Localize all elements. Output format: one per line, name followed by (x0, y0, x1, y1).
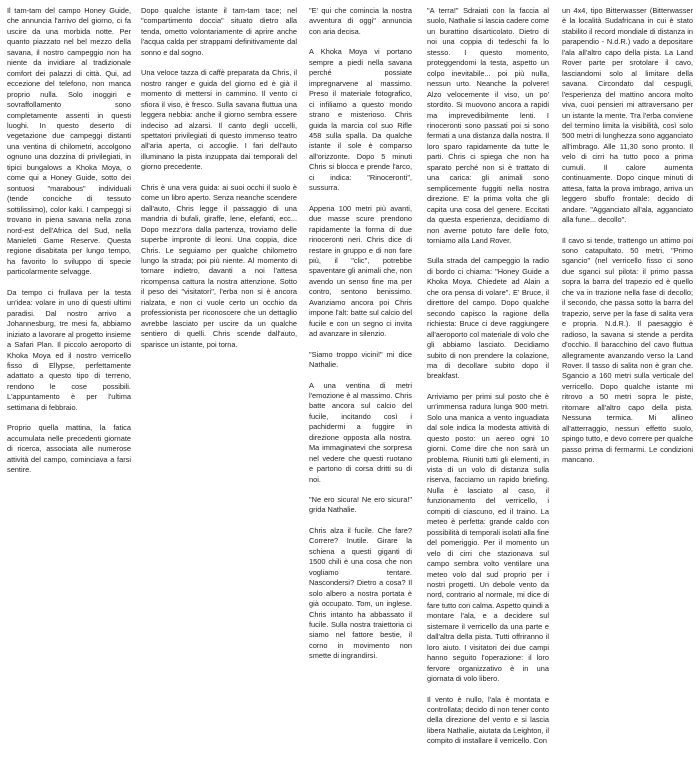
paragraph: Una veloce tazza di caffè preparata da Chris, il nostro ranger e guida del giorno ed è già il momento di mettersi in cammino. Il vento ci sfiora il viso, è fresco. Sulla savana fluttua una leggera nebbia: anche il giorno sembra essere indeciso ad alzarsi. Il canto degli uccelli, spettatori privilegiati di questo immenso teatro all'aria aperta, ci accoglie. I fari dell'auto illuminano la pista inzuppata dai temporali del giorno precedente. (141, 68, 297, 172)
paragraph: "A terra!" Sdraiati con la faccia al suolo, Nathalie si lascia cadere come un burattino disarticolato. Dietro di noi una coppia di tedeschi fa lo stesso. I questo momento, proteggendomi la testa, aspetto un colpo inevitabile... poi più nulla, nessun urto. Neanche la polvere! Alzo velocemente il viso, un po' stordito. Si muovono ancora a rapidi ma imprevedibilmente lenti. I rinoceronti sono passati poi si sono fermati a una distanza dalla nostra. Il loro sparo rapidamente da tutte le parti. Chris ci spiega che non ha sparato perché non si è trattato di una carica: gli animali sono semplicemente fuggiti nella nostra direzione. E' la prima volta che gli capita una cosa del genere. Eccitati da questa esperienza, decidiamo di non averne potuto fare delle foto, torniamo alla Land Rover. (427, 6, 549, 245)
paragraph: "E' qui che comincia la nostra avventura di oggi" annuncia con aria decisa. (309, 6, 412, 36)
paragraph: Da tempo ci frullava per la testa un'idea: volare in uno di questi ultimi paradisi. Dal nostro arrivo a Johannesburg, tre mesi fa, abbiamo iniziato a lavorare al progetto insieme a Safari Plan. Il piccolo aeroporto di Khoka Moya ed il nostro verricello fisso di Ellypse, perfettamente adattato a questo tipo di terreno, rendono le cose possibili. L'appuntamento è per l'ultima settimana di febbraio. (7, 287, 131, 412)
paragraph: Sulla strada del campeggio la radio di bordo ci chiama: "Honey Guide a Khoka Moya. Chiedete ad Alain a che ora pensa di volare". E' Bruce, il direttore del campo. Dopo qualche secondo capisco la ragione della richiesta: Bruce ci deve raggiungere all'aeroporto col materiale di volo che gli abbiamo lasciato. Decidiamo subito di non prendere la colazione, ma di decollare subito dopo il breakfast. (427, 256, 549, 381)
paragraph: A Khoka Moya vi portano sempre a piedi nella savana perché possiate impregnarvene al massimo. Preso il materiale fotografico, ci infiliamo a questo mondo strano e misterioso. Chris guida la marcia col suo Rifle 458 sulla spalla. Da qualche istante il sole è comparso all'orizzonte. Dopo 5 minuti Chris si blocca e prende l'arco, ci indica: "Rinoceronti", sussurra. (309, 47, 412, 193)
paragraph: "Siamo troppo vicini!" mi dice Nathalie. (309, 349, 412, 370)
paragraph: Dopo qualche istante il tam-tam tace; nel "compartimento doccia" situato dietro alla tenda, ometto volontariamente di aprire anche l'acqua calda per strappami definitivamente dal sonno e dal sogno. (141, 6, 297, 57)
paragraph: Il vento è nullo, l'ala è montata e controllata; decido di non tener conto della direzione del vento e si lascia libera Nathalie, aiutata da Leighton, il compito di installare il verricello. Con (427, 694, 549, 746)
article-column-4 (427, 6, 549, 757)
article-column-5 (562, 6, 693, 475)
paragraph: Arriviamo per primi sul posto che è un'immensa radura lunga 900 metri. Solo una manica a vento inguadiata dal sole indica la modesta attività di questo posto: un aereo ogni 10 giorni. Come dire che non sarà un problema. Riuniti tutti gli elementi, in vista di un volo di distanza sulla riserva, facciamo un rapido briefing. Nulla è lasciato al caso, il funzionamento del verricello, i compiti di ciascuno, ed il traino. La meteo è perfetta: grande caldo con possibilità di temporali isolati alla fine del pomeriggio. Per il momento un velo di cirri che stazionava sul campo sembra volto ventilare una meteo volo dal sud proprio per i nostri progetti. Un debole vento da nord, contrario al normale, mi dice di fare tutto con calma. Aspetto quindi a montare l'ala, e a decidere sul sistemare il verricello da una parte e dall'altra della pista. Tutti offriranno il loro aiuto. I visitatori dei due campi hanno seguito l'operazione: il loro fervore organizzativo è in una giornata di volo libero. (427, 391, 549, 684)
paragraph: Appena 100 metri più avanti, due masse scure prendono rapidamente la forma di due rinoceronti neri. Chris dice di restare in gruppo e di non fare più, il "clic", potrebbe spaventare gli animali che, non avendo un senso fine ma per contro, sentono benissimo. Avanziamo ancora poi Chris impone l'alt: batte sul calcio del fucile e con un segno ci invita ad avanzare in silenzio. (309, 203, 412, 339)
paragraph: Il cavo si tende, trattengo un attimo poi sono catapultato. 50 metri, "Primo sgancio" (nel verricello fisso ci sono due sganci sul pilota: il primo passa sopra la barra del trapezio ed è quello che va in trazione nella fase di decollo; il secondo, che passa sotto la barra del trapezio, serve per la fase di salita vera e propria. N.d.R.). Il paesaggio è radioso, la savana si stende a perdita d'occhio. Il baracchino del cavo fluttua allegramente avanzando verso la Land Rover. Il tasso di salita non è gran che. Sgancio a 160 metri sulla verticale del verricello. Dopo qualche istante mi ritrovo a 50 metri sopra le piste, ritornare all'altro capo della pista. Nessuna termica. Mi allineo all'atterraggio, nessun effetto suolo, spingo tutto, e devo correre per qualche passo prima di fermarmi. Le condizioni mancano. (562, 235, 693, 465)
paragraph: un 4x4, tipo Bitterwasser (Bitterwasser è la località Sudafricana in cui è stato stabilito il record mondiale di distanza in parapendio - N.d.R.) vado a depositare l'ala all'altro capo della pista. La Land Rover parte per srotolare il cavo, lasciandomi solo al limitare della savana. Circondato dal cespugli, l'esperienza del mattino ancora molto viva, cuoi pensieri mi attraversano per un istante la mente. Tra l'erba conviene del termino limita la visibilità, così solo 500 metri di lunghezza sono agganciato all'imbrago. Alle 11,30 sono pronto. Il velo di cirri ha tutto poco a prima cumuli. Il calore aumenta continuamente. Dopo cinque minuti di attesa, fatta la prova imbrago, arriva un leggero sbuffo frontale: decido di andare. "Agganciato all'ala, agganciato alla fune... decollo". (562, 6, 693, 225)
paragraph: "Ne ero sicura! Ne ero sicura!" grida Nathalie. (309, 495, 412, 515)
paragraph: Chris alza il fucile. Che fare? Correre? Inutile. Girare la schiena a questi giganti di 1500 chili è una cosa che non vogliamo tentare. Nascondersi? Dietro a cosa? Il solo albero a nostra portata è già occupato. Tom, un inglese. Chris intanto ha abbassato il fucile. Sulla nostra traiettoria ci siamo nel fattore bestie, il corno in movimento non smette di ingrandirsi. (309, 525, 412, 661)
article-column-3 (309, 6, 412, 672)
paragraph: Chris è una vera guida: ai suoi occhi il suolo è come un libro aperto. Senza neanche scendere dall'auto, Chris legge il passaggio di una mandria di bufali, giraffe, lene, elefanti, ecc... Dopo mezz'ora dalla partenza, troviamo delle superbe impronte di leoni. Una coppia, dice Chris. Le seguiamo per qualche chilometro lungo la strada; poi più niente. Al momento di tornare indietro, davanti a noi l'attesa ricompensa cattura la nostra attenzione. Sotto il peso dei "visitatori", l'erba non si è ancora rialzata, e non ci vuole certo un occhio da professionista per riconoscere che un dettaglio avrebbe lasciato per uscire da un qualche sentiero di quelli. Chris scende dall'auto, sparisce un istante, poi torna. (141, 182, 297, 349)
article-column-1 (7, 6, 131, 485)
paragraph: Il tam-tam del campo Honey Guide, che annuncia l'arrivo del giorno, ci fa uscire da una morbida notte. Per quanto piazzato nel bel mezzo della savana, il nostro campeggio non ha niente da invidiare al tradizionale comfort dei palazzi di città. Qui, ad eccezione del telefono, non manca proprio nulla. Solo inoggiri e sovraffollamento sono completamente assenti in questi luoghi. In questo deserto di vegetazione due campeggi distanti una ventina di chilometri, accolgono ognuno una dozzina di privilegiati, in tipici bungalows a Khoka Moya, o come qui a Honey Guide, sotto dei sontuosi "marabous" individuali (tende conciche di tessuto sottilissimo), color kaki. I campeggi si trovano in piena savana nella zona nord-est dell'Africa del Sud, nella Manieleti Game Reserve. Questa regione disabitata per lungo tempo, ha favorito lo sviluppo di specie particolarmente selvagge. (7, 6, 131, 277)
paragraph: A una ventina di metri l'emozione è al massimo. Chris batte ancora sul calcio del fucile, incitando così i pachidermi a fuggire in direzione opposta alla nostra. Ma immaginatevi che sorpresa nel vedere che questi ruotano e partono di corsa dritti su di noi. (309, 380, 412, 484)
article-column-2 (141, 6, 297, 360)
paragraph: Proprio quella mattina, la fatica accumulata nelle precedenti giornate di ricerca, associata alle numerose attività del campo, cominciava a farsi sentire. (7, 423, 131, 475)
